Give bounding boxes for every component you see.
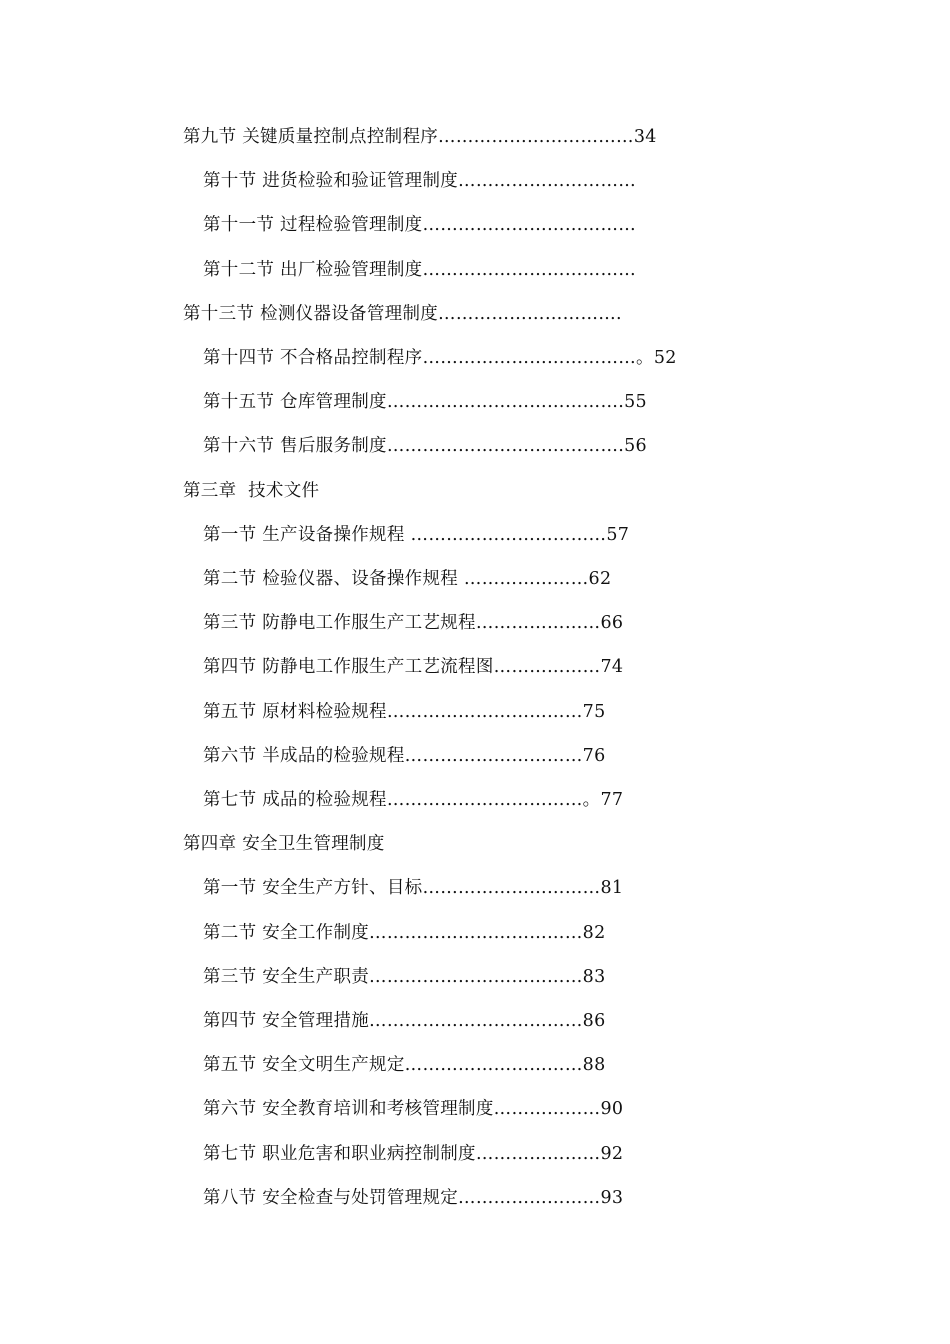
toc-entry: 第八节 安全检查与处罚管理规定……………………93 (203, 1188, 624, 1208)
toc-entry: 第三节 防静电工作服生产工艺规程…………………66 (203, 613, 624, 633)
toc-entry: 第五节 原材料检验规程……………………………75 (203, 702, 606, 722)
toc-entry: 第一节 生产设备操作规程 ……………………………57 (203, 525, 630, 545)
toc-entry: 第十五节 仓库管理制度………………………………….55 (203, 392, 647, 412)
toc-entry: 第七节 成品的检验规程……………………………。77 (203, 790, 624, 810)
toc-entry: 第四节 防静电工作服生产工艺流程图………………74 (203, 657, 624, 677)
toc-entry: 第十二节 出厂检验管理制度……………………………… (203, 260, 637, 280)
toc-entry: 第十一节 过程检验管理制度……………………………… (203, 215, 637, 235)
toc-entry: 第十节 进货检验和验证管理制度………………………… (203, 171, 637, 191)
toc-entry: 第七节 职业危害和职业病控制制度…………………92 (203, 1144, 624, 1164)
toc-heading-entry: 第九节 关键质量控制点控制程序……………………………34 (183, 127, 657, 147)
toc-entry: 第二节 检验仪器、设备操作规程 …………………62 (203, 569, 612, 589)
toc-entry: 第四节 安全管理措施………………………………86 (203, 1011, 606, 1031)
toc-entry: 第一节 安全生产方针、目标…………………………81 (203, 878, 624, 898)
toc-entry: 第十六节 售后服务制度………………………………….56 (203, 436, 647, 456)
toc-heading-entry: 第四章 安全卫生管理制度 (183, 834, 385, 854)
toc-entry: 第二节 安全工作制度………………………………82 (203, 923, 606, 943)
toc-entry: 第六节 安全教育培训和考核管理制度………………90 (203, 1099, 624, 1119)
toc-entry: 第五节 安全文明生产规定…………………………88 (203, 1055, 606, 1075)
toc-entry: 第十四节 不合格品控制程序………………………………。52 (203, 348, 677, 368)
toc-heading-entry: 第十三节 检测仪器设备管理制度…………………………. (183, 304, 622, 324)
toc-entry: 第六节 半成品的检验规程…………………………76 (203, 746, 606, 766)
toc-heading-entry: 第三章 技术文件 (183, 481, 320, 501)
toc-entry: 第三节 安全生产职责………………………………83 (203, 967, 606, 987)
